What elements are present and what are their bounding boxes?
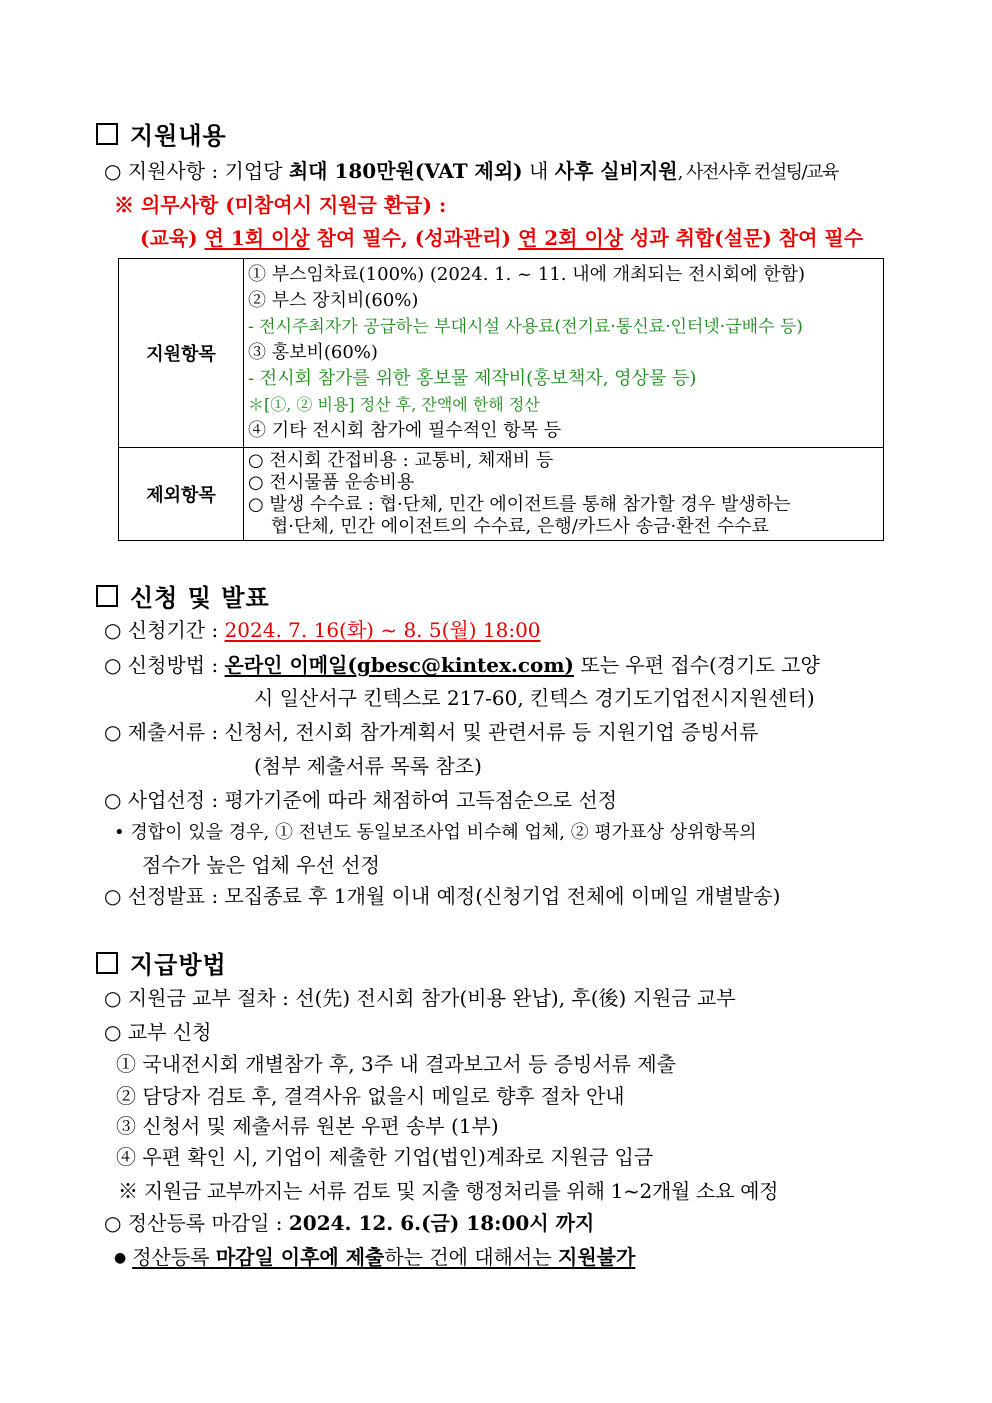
support-item-line: ○ 지원사항 : 기업당 최대 180만원(VAT 제외) 내 사후 실비지원, 사전사후 컨설팅/교육: [104, 159, 838, 183]
obligation-notice: ※ 의무사항 (미참여시 지원금 환급) :: [114, 193, 447, 217]
section-title-support: 지원내용: [96, 116, 227, 151]
settlement-deadline: ○ 정산등록 마감일 : 2024. 12. 6.(금) 18:00시 까지: [104, 1211, 595, 1235]
payment-application: ○ 교부 신청: [104, 1020, 212, 1044]
payment-step: ③ 신청서 및 제출서류 원본 우편 송부 (1부): [116, 1114, 499, 1138]
application-address: 시 일산서구 킨텍스로 217-60, 킨텍스 경기도기업전시지원센터): [254, 686, 815, 710]
table-row: [119, 259, 884, 448]
bullet-icon: ●: [114, 1250, 127, 1266]
selection-criteria: ○ 사업선정 : 평가기준에 따라 채점하여 고득점순으로 선정: [104, 788, 618, 812]
settlement-warning: [114, 1241, 635, 1270]
selection-announcement: ○ 선정발표 : 모집종료 후 1개월 이내 예정(신청기업 전체에 이메일 개별발송): [104, 884, 781, 908]
payment-step: ① 국내전시회 개별참가 후, 3주 내 결과보고서 등 증빙서류 제출: [116, 1052, 676, 1076]
table-head-excluded-items: 제외항목: [119, 448, 244, 541]
submission-docs: ○ 제출서류 : 신청서, 전시회 참가계획서 및 관련서류 등 지원기업 증빙서류: [104, 720, 759, 744]
table-cell-excluded-items: ○ 전시회 간접비용 : 교통비, 체재비 등 ○ 전시물품 운송비용 ○ 발생 수수료 : 협·단체, 민간 에이전트를 통해 참가할 경우 발생하는 협·단체, 민간 에이전트의 수수료, 은행/카드사 송금·환전 수수료: [244, 448, 884, 541]
application-method: ○ 신청방법 : 온라인 이메일(gbesc@kintex.com) 또는 우편 접수(경기도 고양: [104, 653, 820, 677]
table-cell-support-items: ① 부스임차료(100%) (2024. 1. ~ 11. 내에 개최되는 전시회에 한함) ② 부스 장치비(60%) - 전시주최자가 공급하는 부대시설 사용료(전기료·통신료·인터넷·급배수 등) ③ 홍보비(60%) - 전시회 참가를 위한 홍보물 제작비(홍보책자, 영상물 등) ＊[①, ② 비용] 정산 후, 잔액에 한해 정산 ④ 기타 전시회 참가에 필수적인 항목 등: [244, 259, 884, 448]
tie-break-rule: • 경합이 있을 경우, ① 전년도 동일보조사업 비수혜 업체, ② 평가표상 상위항목의: [114, 822, 757, 843]
email-link[interactable]: 온라인 이메일(gbesc@kintex.com): [224, 653, 575, 677]
submission-docs-note: (첨부 제출서류 목록 참조): [254, 754, 482, 778]
table-row: [119, 448, 884, 541]
application-period: ○ 신청기간 : 2024. 7. 16(화) ~ 8. 5(월) 18:00: [104, 618, 541, 642]
section-title-payment: 지급방법: [96, 945, 227, 980]
payment-step: ④ 우편 확인 시, 기업이 제출한 기업(법인)계좌로 지원금 입금: [116, 1145, 654, 1169]
checkbox-square-icon: [96, 952, 118, 974]
payment-note: ※ 지원금 교부까지는 서류 검토 및 지출 행정처리를 위해 1~2개월 소요 예정: [118, 1179, 779, 1203]
checkbox-square-icon: [96, 123, 118, 145]
settlement-warning-text: 정산등록 마감일 이후에 제출하는 건에 대해서는 지원불가: [132, 1245, 636, 1269]
table-head-support-items: 지원항목: [119, 259, 244, 448]
tie-break-rule-cont: 점수가 높은 업체 우선 선정: [142, 853, 380, 877]
payment-step: ② 담당자 검토 후, 결격사유 없을시 메일로 향후 절차 안내: [116, 1084, 625, 1108]
support-items-table: [118, 258, 884, 541]
section-title-application: 신청 및 발표: [96, 578, 270, 613]
obligation-detail: (교육) 연 1회 이상 참여 필수, (성과관리) 연 2회 이상 성과 취합(설문) 참여 필수: [140, 226, 864, 250]
checkbox-square-icon: [96, 585, 118, 607]
payment-procedure: ○ 지원금 교부 절차 : 선(先) 전시회 참가(비용 완납), 후(後) 지원금 교부: [104, 986, 736, 1010]
